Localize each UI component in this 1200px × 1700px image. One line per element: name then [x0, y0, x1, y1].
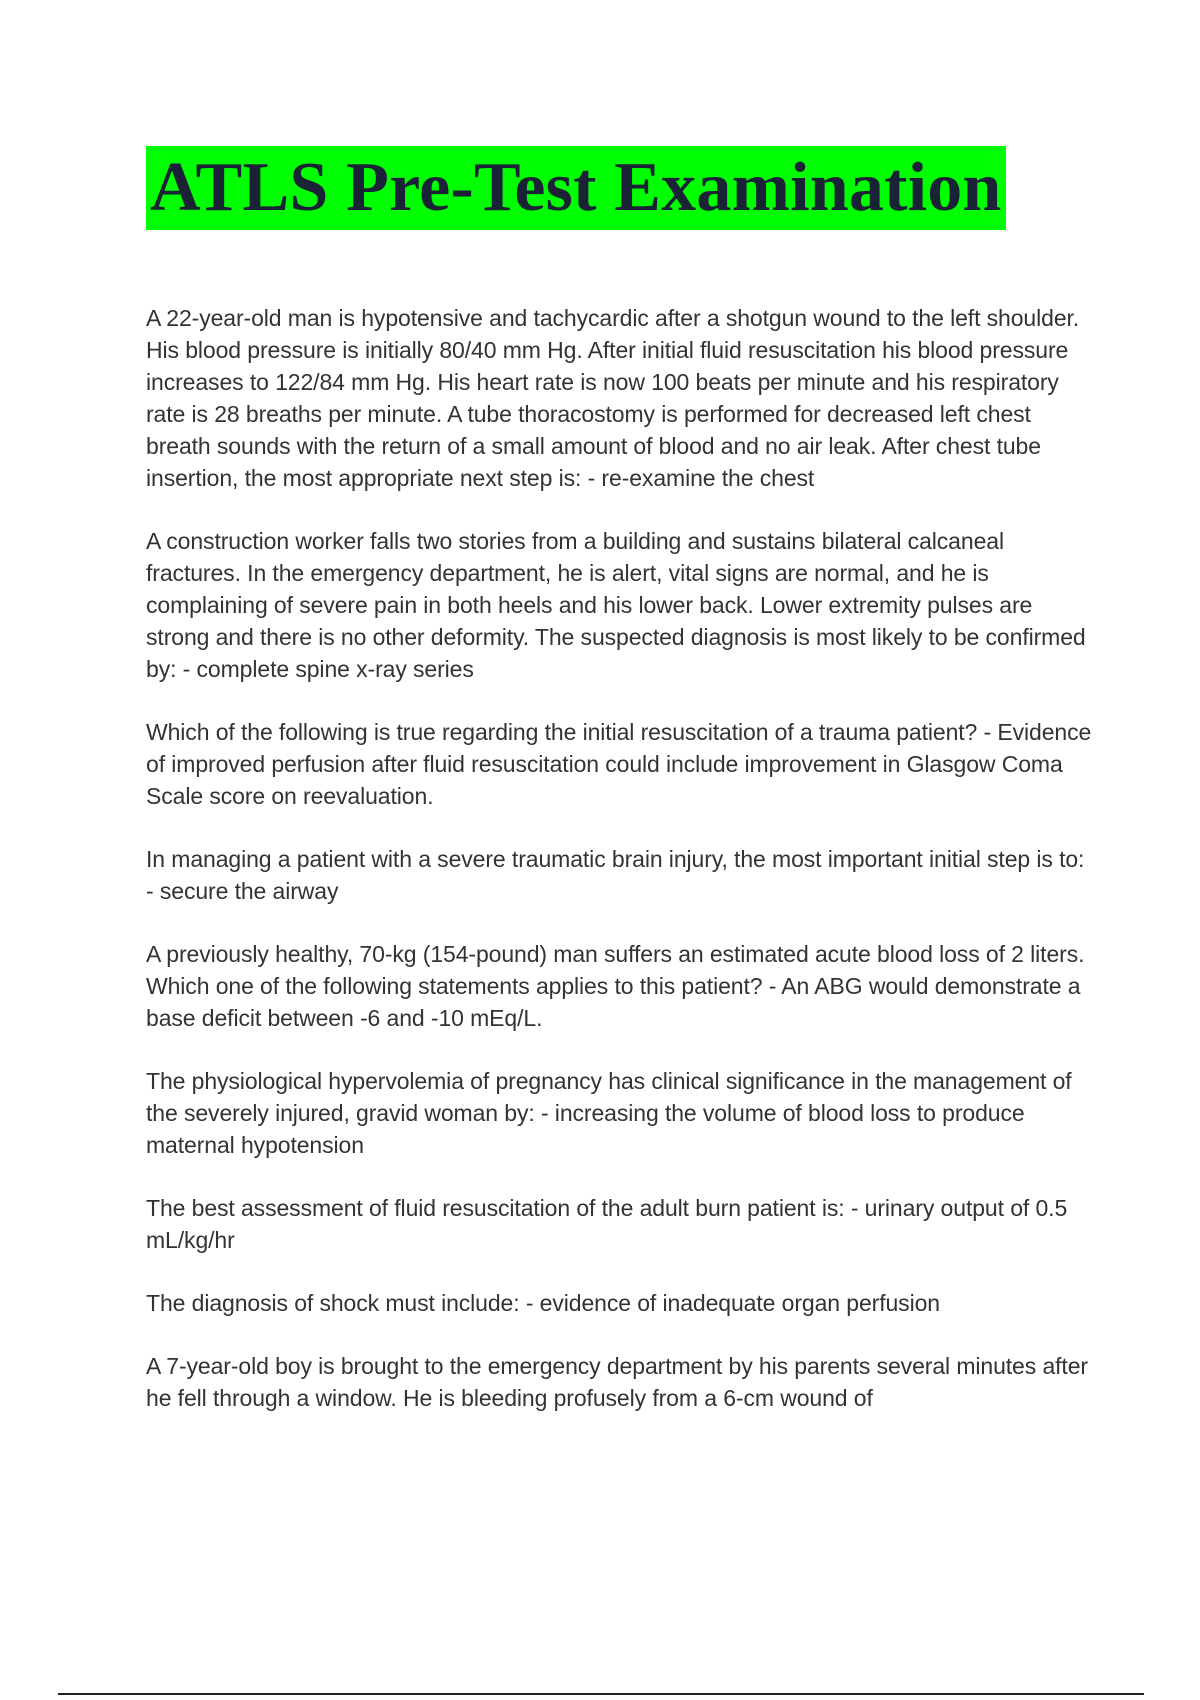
question-answer-item: A 22-year-old man is hypotensive and tachycardic after a shotgun wound to the left shoulder. His blood pressure is initially 80/40 mm Hg. After initial fluid resuscitation his blood pressure increases to 122/84 mm Hg. His heart rate is now 100 beats per minute and his respiratory rate is 28 breaths per minute. A tube thoracostomy is performed for decreased left chest breath sounds with the return of a small amount of blood and no air leak. After chest tube insertion, the most appropriate next step is: - re-examine the chest: [146, 305, 1080, 491]
footer-divider: [58, 1693, 1144, 1695]
question-answer-item: A previously healthy, 70-kg (154-pound) man suffers an estimated acute blood loss of 2 liters. Which one of the following statements applies to this patient? - An ABG would demonstrate a base deficit between -6 and -10 mEq/L.: [146, 941, 1085, 1031]
question-answer-item: The best assessment of fluid resuscitation of the adult burn patient is: - urinary output of 0.5 mL/kg/hr: [146, 1195, 1068, 1253]
question-list: [146, 302, 1096, 1445]
question-answer-item: Which of the following is true regarding the initial resuscitation of a trauma patient? - Evidence of improved perfusion after fluid resuscitation could include improvement in Glasgow Coma Scale score on reevaluation.: [146, 719, 1092, 809]
document-title: ATLS Pre-Test Examination: [146, 146, 1006, 230]
question-answer-item: A construction worker falls two stories from a building and sustains bilateral calcaneal fractures. In the emergency department, he is alert, vital signs are normal, and he is complaining of severe pain in both heels and his lower back. Lower extremity pulses are strong and there is no other deformity. The suspected diagnosis is most likely to be confirmed by: - complete spine x-ray series: [146, 528, 1086, 682]
question-answer-item: The diagnosis of shock must include: - evidence of inadequate organ perfusion: [146, 1290, 940, 1316]
question-answer-item: The physiological hypervolemia of pregnancy has clinical significance in the management of the severely injured, gravid woman by: - increasing the volume of blood loss to produce maternal hypotension: [146, 1068, 1072, 1158]
question-answer-item: In managing a patient with a severe traumatic brain injury, the most important initial step is to: - secure the airway: [146, 846, 1085, 904]
question-answer-item: A 7-year-old boy is brought to the emergency department by his parents several minutes after he fell through a window. He is bleeding profusely from a 6-cm wound of: [146, 1353, 1088, 1411]
title-block: [146, 146, 1006, 230]
